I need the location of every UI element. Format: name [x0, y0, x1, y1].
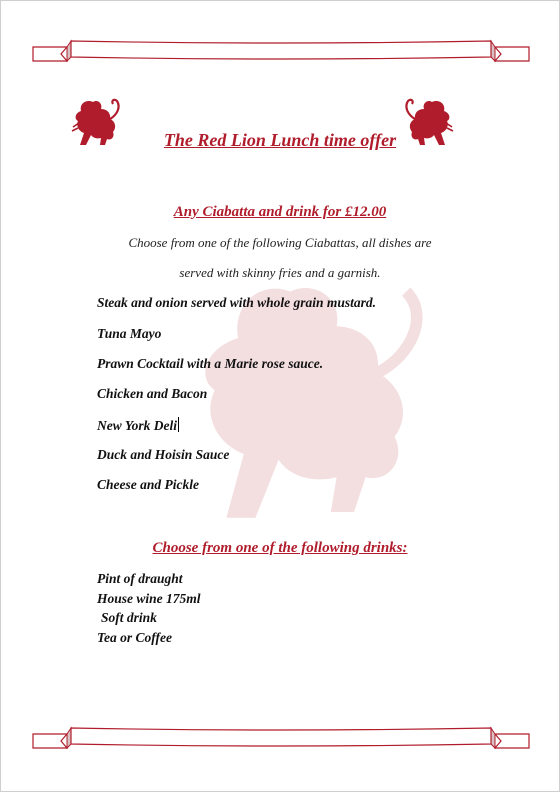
title-part-2: time offer — [323, 130, 397, 150]
drink-item: House wine 175ml — [97, 591, 201, 606]
ciabatta-item: Chicken and Bacon — [97, 386, 208, 401]
drink-item: Soft drink — [101, 610, 157, 625]
ciabatta-heading: Any Ciabatta and drink for £12.00 — [173, 204, 387, 220]
title-part-1: The Red Lion Lunch — [163, 130, 320, 150]
text-cursor — [178, 417, 179, 432]
ciabatta-item: Prawn Cocktail with a Marie rose sauce. — [97, 356, 324, 371]
ciabatta-intro-line-1: Choose from one of the following Ciabattas, all dishes are — [128, 235, 432, 250]
drink-item: Tea or Coffee — [97, 630, 172, 645]
ciabatta-intro-line-2: served with skinny fries and a garnish. — [179, 265, 381, 280]
drinks-heading: Choose from one of the following drinks: — [152, 540, 408, 556]
ciabatta-item-with-cursor[interactable] — [97, 417, 179, 434]
ciabatta-item: Cheese and Pickle — [97, 477, 199, 492]
top-ribbon-banner — [31, 37, 531, 77]
bottom-ribbon-banner — [31, 724, 531, 764]
drink-item: Pint of draught — [97, 571, 183, 586]
ciabatta-item: Duck and Hoisin Sauce — [97, 447, 230, 462]
ciabatta-item: Steak and onion served with whole grain mustard. — [97, 295, 377, 310]
page-title — [1, 130, 559, 151]
ciabatta-item: New York Deli — [97, 418, 177, 433]
ciabatta-item: Tuna Mayo — [97, 326, 162, 341]
